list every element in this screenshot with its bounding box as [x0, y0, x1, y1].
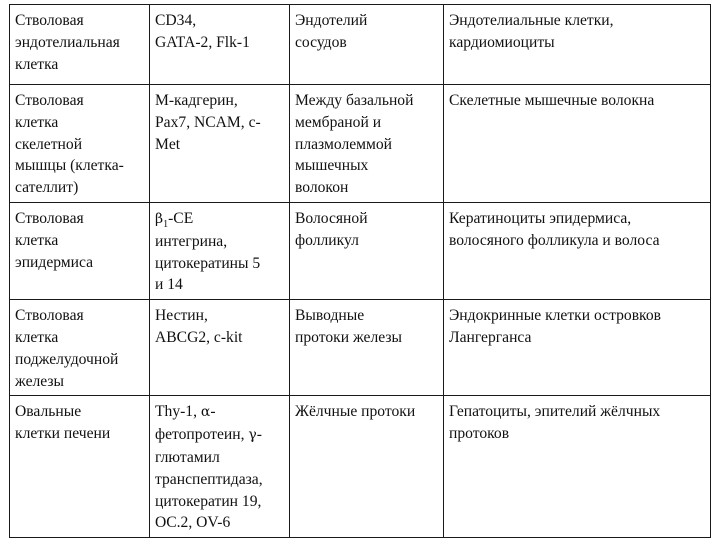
beta-symbol: β — [155, 210, 164, 227]
cell-text-line: клетка — [15, 328, 59, 346]
cell-text-line: транспептидаза, — [155, 470, 263, 488]
markers-cell — [150, 5, 290, 85]
table-row — [10, 202, 711, 299]
cell-text-line — [155, 208, 284, 231]
markers-cell — [150, 202, 290, 299]
cell-text-line — [155, 424, 284, 447]
progeny-cell — [444, 5, 711, 85]
cell-text-line: фолликул — [295, 231, 359, 249]
location-cell — [290, 300, 444, 396]
cell-text-line: Эндокринные клетки островков — [449, 307, 662, 325]
cell-text-line: Между базальной — [295, 92, 414, 109]
progeny-cell — [444, 396, 711, 538]
cell-text-line: CD34, — [155, 12, 197, 29]
cell-text-line: волосяного фолликула и волоса — [449, 231, 660, 249]
table-row — [10, 396, 711, 538]
cell-text-line: Овальные — [15, 403, 82, 421]
markers-cell — [150, 300, 290, 396]
location-cell — [290, 5, 444, 85]
cell-text-line: Стволовая — [15, 92, 84, 109]
cell-text-fragment: - — [256, 426, 262, 444]
cell-text-line: Эндотелий — [295, 12, 368, 29]
location-cell — [290, 85, 444, 203]
cell-text-fragment: Thy-1, — [155, 403, 201, 421]
cell-type-cell — [10, 202, 150, 299]
cell-text-line: Скелетные мышечные волокна — [449, 92, 655, 109]
cell-text-line: клетка — [15, 113, 59, 131]
cell-text-line: железы — [15, 372, 65, 390]
cell-text-line: волокон — [295, 179, 349, 197]
progeny-cell — [444, 300, 711, 396]
cell-text-line: ABCG2, c-kit — [155, 328, 243, 346]
cell-text-line: М-кадгерин, — [155, 92, 238, 109]
cell-text-line: цитокератины 5 — [155, 254, 261, 272]
cell-text-fragment: фетопротеин, — [155, 426, 249, 444]
progeny-cell — [444, 85, 711, 203]
cell-text-line: мышцы (клетка- — [15, 157, 124, 175]
progeny-cell — [444, 202, 711, 299]
cell-text-line: сателлит) — [15, 179, 79, 197]
cell-text-line: эпидермиса — [15, 253, 94, 271]
alpha-symbol: α — [200, 404, 211, 421]
cell-text-line: Met — [155, 135, 181, 153]
cell-text-line: и 14 — [155, 276, 183, 294]
cell-text-line: сосудов — [295, 33, 347, 51]
cell-type-cell — [10, 5, 150, 85]
cell-text-line: Эндотелиальные клетки, — [449, 12, 614, 29]
cell-text-line: клетка — [15, 231, 59, 249]
cell-text-line: Гепатоциты, эпителий жёлчных — [449, 403, 661, 421]
table-row — [10, 85, 711, 203]
markers-cell — [150, 85, 290, 203]
cell-text-line: GATA-2, Flk-1 — [155, 33, 250, 51]
cell-text-line: цитокератин 19, — [155, 492, 262, 510]
subscript-one: 1 — [163, 219, 169, 231]
stem-cell-table — [9, 4, 711, 538]
cell-text-line: скелетной — [15, 135, 83, 153]
location-cell — [290, 202, 444, 299]
cell-text-line: Лангерганса — [449, 328, 532, 346]
cell-type-cell — [10, 396, 150, 538]
cell-text-line: эндотелиальная — [15, 33, 120, 51]
cell-text-line: клетки печени — [15, 425, 111, 443]
cell-text-line: Стволовая — [15, 209, 84, 227]
cell-text-line: Pax7, NCAM, c- — [155, 113, 261, 131]
cell-text-line: Выводные — [295, 307, 365, 325]
cell-text-line: мембраной и — [295, 113, 382, 131]
cell-text-fragment: -СЕ — [168, 209, 194, 227]
cell-text-line: Жёлчные протоки — [295, 403, 416, 421]
cell-text-line: Волосяной — [295, 209, 368, 227]
cell-text-line: плазмолеммой — [295, 135, 393, 153]
gamma-symbol: γ — [248, 427, 257, 444]
cell-text-line: Стволовая — [15, 12, 84, 29]
cell-text-line: кардиомиоциты — [449, 33, 555, 51]
cell-text-line: протоков — [449, 425, 510, 443]
cell-text-fragment: - — [210, 403, 216, 421]
table-row — [10, 300, 711, 396]
cell-text-line: интегрина, — [155, 232, 228, 250]
cell-text-line — [155, 401, 284, 424]
cell-type-cell — [10, 85, 150, 203]
cell-text-line: Нестин, — [155, 307, 208, 325]
location-cell — [290, 396, 444, 538]
table-row — [10, 5, 711, 85]
cell-text-line: клетка — [15, 55, 59, 73]
cell-text-line: протоки железы — [295, 328, 402, 346]
cell-text-line: мышечных — [295, 157, 369, 175]
cell-text-line: Кератиноциты эпидермиса, — [449, 209, 632, 227]
cell-text-line: глютамил — [155, 448, 220, 466]
cell-text-line: поджелудочной — [15, 350, 119, 368]
cell-type-cell — [10, 300, 150, 396]
cell-text-line: OC.2, OV-6 — [155, 514, 231, 532]
cell-text-line: Стволовая — [15, 307, 84, 325]
markers-cell — [150, 396, 290, 538]
